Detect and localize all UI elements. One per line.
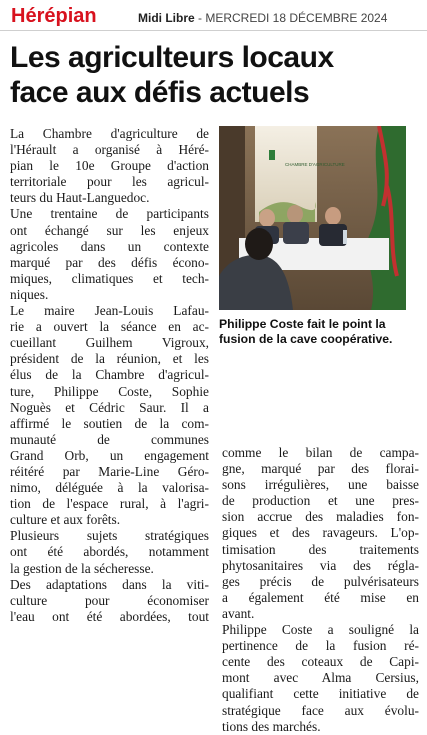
text-line: l'Hérault a organisé à Héré- [10, 142, 209, 158]
text-line: a également été mise en [222, 589, 419, 605]
page-header [0, 0, 427, 31]
text-line: comme le bilan de campa- [222, 445, 419, 460]
text-line: mont avec Alma Cersius, [222, 670, 419, 686]
text-line: territoriale pour les agricul- [10, 174, 209, 190]
article-photo [219, 126, 406, 310]
meeting-photo [219, 126, 406, 310]
publication-date: - MERCREDI 18 DÉCEMBRE 2024 [198, 11, 388, 25]
text-line: qualifiant cette initiative de [222, 686, 419, 702]
text-line: culture et aux forêts. [10, 512, 121, 528]
text-line: Plusieurs sujets stratégiques [10, 528, 209, 544]
text-line: sion accrue des maladies fon- [222, 509, 419, 525]
text-line: l'eau ont été abordées, tout [10, 608, 209, 624]
paragraph-4 [222, 445, 419, 622]
banner-text: CHAMBRE D'AGRICULTURE [285, 162, 345, 167]
text-line: affirmé le soutien de la com- [10, 415, 209, 431]
text-line: élus de la Chambre d'agricul- [10, 367, 209, 383]
article-column-left [10, 126, 209, 625]
text-line: Noguès et Cédric Saur. Il a [10, 399, 209, 415]
text-line: marqué par des défis écono- [10, 254, 209, 270]
text-line: réitéré par Marie-Line Géro- [10, 463, 209, 479]
text-line: agricoles dans un contexte [10, 238, 209, 254]
text-line: pian le 10e Groupe d'action [10, 158, 209, 174]
text-line: ont été abordés, notamment [10, 544, 209, 560]
text-line: cueillant Guilhem Vigroux, [10, 335, 209, 351]
text-line: stratégique face aux évolu- [222, 702, 419, 718]
text-line: niques. [10, 286, 49, 302]
article-headline [10, 40, 420, 110]
text-line: La Chambre d'agriculture de [10, 126, 209, 141]
text-line: tions des marchés. [222, 718, 321, 734]
text-line: ont échangé sur les enjeux [10, 222, 209, 238]
text-line: avant. [222, 605, 255, 621]
masthead [138, 11, 387, 25]
text-line: Une trentaine de participants [10, 206, 209, 222]
text-line: la gestion de la sécheresse. [10, 560, 154, 576]
text-line: munauté de communes [10, 431, 209, 447]
text-line: cente des coteaux de Capi- [222, 654, 419, 670]
text-line: ture, Philippe Coste, Sophie [10, 383, 209, 399]
photo-caption [219, 317, 419, 347]
text-line: culture pour économiser [10, 592, 209, 608]
text-line: rie a ouvert la séance en ac- [10, 319, 209, 335]
headline-line: face aux défis actuels [10, 76, 310, 109]
text-line: nimo, déléguée à la valorisa- [10, 480, 209, 496]
paragraph-3 [10, 528, 209, 625]
text-line: tion de l'espace rural, à l'agri- [10, 496, 209, 512]
text-line: pertinence de la fusion ré- [222, 638, 419, 654]
paragraph-1 [10, 126, 209, 303]
text-line: Grand Orb, un engagement [10, 447, 209, 463]
newspaper-name: Midi Libre [138, 11, 195, 25]
caption-line: Philippe Coste fait le point la [219, 317, 386, 331]
text-line: miques, climatiques et tech- [10, 270, 209, 286]
text-line: de production et une pres- [222, 493, 419, 509]
article-column-right [222, 445, 419, 735]
text-line: Philippe Coste a souligné la [222, 622, 419, 638]
text-line: Le maire Jean-Louis Lafau- [10, 303, 209, 319]
text-line: phytosanitaires via des régla- [222, 557, 419, 573]
headline-line: Les agriculteurs locaux [10, 41, 334, 74]
text-line: timisation des traitements [222, 541, 419, 557]
text-line: giques et des ravageurs. L'op- [222, 525, 419, 541]
caption-line: fusion de la cave coopérative. [219, 332, 393, 346]
text-line: gne, marqué par des florai- [222, 461, 419, 477]
text-line: président de la réunion, et les [10, 351, 209, 367]
text-line: Des adaptations dans la viti- [10, 576, 209, 592]
town-name: Hérépian [11, 5, 97, 27]
paragraph-2 [10, 303, 209, 528]
text-line: sons irrégulières, une baisse [222, 477, 419, 493]
text-line: ges précis de pulvérisateurs [222, 573, 419, 589]
text-line: teurs du Haut-Languedoc. [10, 190, 150, 206]
paragraph-5 [222, 622, 419, 735]
